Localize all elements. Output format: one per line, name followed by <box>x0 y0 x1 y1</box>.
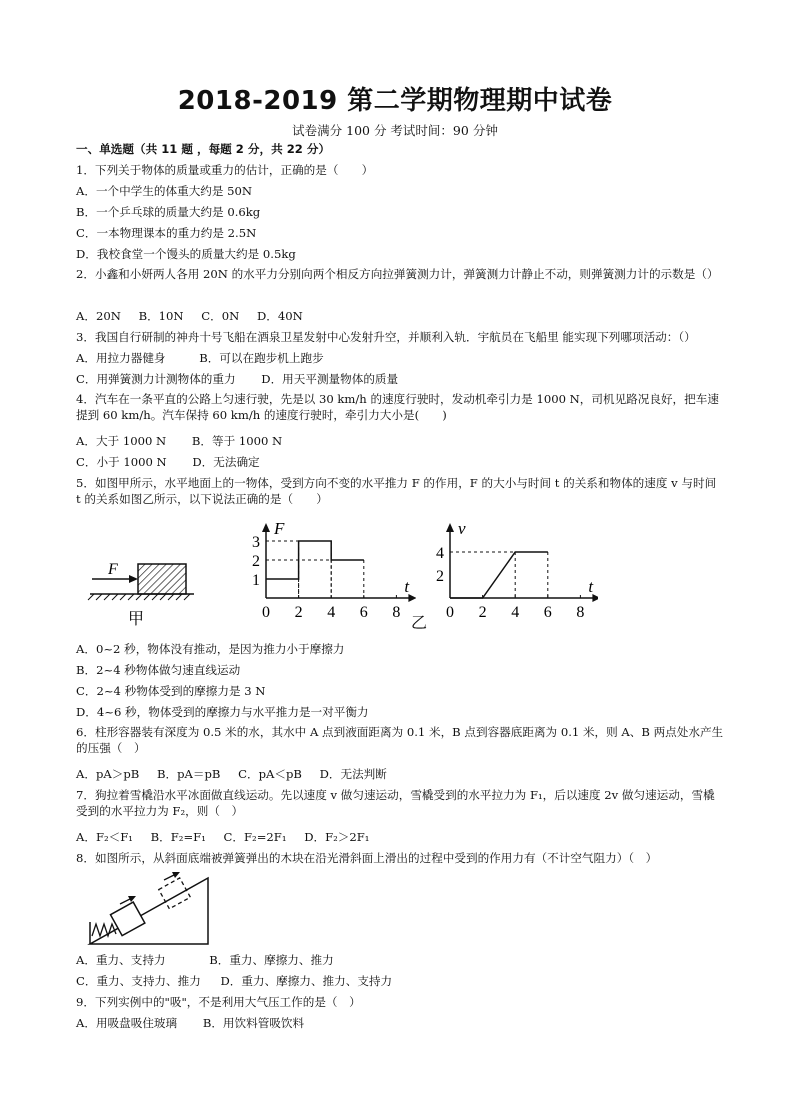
block-shape <box>138 564 186 594</box>
question-7-options <box>76 829 726 845</box>
question-4-options-cd <box>76 454 726 470</box>
y-tick-label: 3 <box>252 534 260 551</box>
x-axis-arrow <box>408 594 416 602</box>
x-tick-label: 2 <box>294 604 303 618</box>
series-line <box>450 552 548 598</box>
figure-yi-label: 乙 <box>411 613 428 632</box>
question-1-stem: 1．下列关于物体的质量或重力的估计，正确的是（ ） <box>76 163 374 177</box>
question-3-options-cd <box>76 371 726 387</box>
x-tick-label: 6 <box>359 604 368 618</box>
y-axis-label: v <box>458 519 466 538</box>
question-2-option-c: C．0N <box>201 309 240 323</box>
page-title: 2018-2019 第二学期物理期中试卷 <box>177 86 613 116</box>
question-2-option-a: A．20N <box>76 309 121 323</box>
incline-spring-diagram <box>86 866 216 948</box>
question-1-option-b: B．一个乒乓球的质量大约是 0.6kg <box>76 205 261 219</box>
question-5-option-a: A．0~2 秒，物体没有推动，是因为推力小于摩擦力 <box>76 642 345 656</box>
y-tick-label: 1 <box>252 572 260 589</box>
question-4-stem: 4．汽车在一条平直的公路上匀速行驶，先是以 30 km/h 的速度行驶时，发动机牵引力是 1000 N，司机见路况良好，把车速提到 60 km/h。汽车保持 60 km/h 的速度行驶时，牵引力大小是( ) <box>76 392 719 422</box>
velocity-time-axes <box>436 519 598 618</box>
question-5-option-b: B．2~4 秒物体做匀速直线运动 <box>76 663 241 677</box>
question-8-option-c: C．重力、支持力、推力 <box>76 974 201 988</box>
question-7-option-b: B．F₂=F₁ <box>150 830 206 844</box>
y-tick-label: 4 <box>436 545 444 562</box>
question-2-option-b: B．10N <box>138 309 184 323</box>
exam-info: 试卷满分 100 分 考试时间：90 分钟 <box>292 123 498 138</box>
question-8-options-cd <box>76 973 726 989</box>
question-9-stem: 9．下列实例中的"吸"，不是利用大气压工作的是（ ） <box>76 995 361 1009</box>
question-6-option-d: D．无法判断 <box>319 767 387 781</box>
question-3-option-c: C．用弹簧测力计测物体的重力 <box>76 372 236 386</box>
block-dashed-position <box>159 878 191 909</box>
spring-shape <box>92 924 116 936</box>
x-tick-label: 6 <box>543 604 552 618</box>
y-axis-label: F <box>274 519 285 538</box>
y-tick-label: 2 <box>436 568 444 585</box>
question-8-stem: 8．如图所示，从斜面底端被弹簧弹出的木块在沿光滑斜面上滑出的过程中受到的作用力有（不计空气阻力）（ ） <box>76 851 658 865</box>
force-time-chart <box>246 518 416 618</box>
figure-jia-block-diagram <box>86 552 196 632</box>
question-4-option-b: B．等于 1000 N <box>191 434 283 448</box>
question-3-stem: 3．我国自行研制的神舟十号飞船在酒泉卫星发射中心发射升空，并顺利入轨．宇航员在飞船里 能实现下列哪项活动：（） <box>76 330 696 344</box>
question-7-option-d: D．F₂＞2F₁ <box>304 830 370 844</box>
question-7-stem: 7．狗拉着雪橇沿水平冰面做直线运动。先以速度 v 做匀速运动，雪橇受到的水平拉力为 F₁，后以速度 2v 做匀速运动，雪橇受到的水平拉力为 F₂，则（ ） <box>76 788 715 818</box>
question-6-stem: 6．柱形容器装有深度为 0.5 米的水，其水中 A 点到液面距离为 0.1 米，B 点到容器底距离为 0.1 米，则 A、B 两点处水产生的压强（ ） <box>76 725 724 755</box>
x-tick-label: 0 <box>262 604 270 618</box>
question-4-option-a: A．大于 1000 N <box>76 434 167 448</box>
x-tick-label: 4 <box>511 604 520 618</box>
question-8-option-d: D．重力、摩擦力、推力、支持力 <box>220 974 393 988</box>
question-3-options-ab <box>76 350 726 366</box>
y-tick-label: 2 <box>252 553 260 570</box>
question-7-option-a: A．F₂＜F₁ <box>76 830 133 844</box>
question-8-options-ab <box>76 952 726 968</box>
velocity-time-marks <box>450 552 548 598</box>
question-4-options-ab <box>76 433 726 449</box>
force-time-marks <box>266 541 364 598</box>
question-4-option-d: D．无法确定 <box>192 455 260 469</box>
figure-jia-label: 甲 <box>128 611 145 628</box>
force-label: F <box>108 561 118 578</box>
question-9-option-b: B．用饮料管吸饮料 <box>202 1016 305 1030</box>
x-axis-label: t <box>588 577 594 596</box>
question-2-option-d: D．40N <box>256 309 303 323</box>
question-5-stem: 5．如图甲所示，水平地面上的一物体，受到方向不变的水平推力 F 的作用，F 的大小与时间 t 的关系和物体的速度 v 与时间 t 的关系如图乙所示，以下说法正确的是（ ） <box>76 476 717 506</box>
question-6-options <box>76 766 726 782</box>
question-6-option-a: A．pA＞pB <box>76 767 140 781</box>
question-1-option-a: A．一个中学生的体重大约是 50N <box>76 184 253 198</box>
question-8-option-a: A．重力、支持力 <box>76 953 166 967</box>
question-1-option-d: D．我校食堂一个馒头的质量大约是 0.5kg <box>76 247 296 261</box>
y-axis-arrow <box>262 523 270 532</box>
question-6-option-c: C．pA＜pB <box>238 767 302 781</box>
question-3-option-b: B．可以在跑步机上跑步 <box>199 351 324 365</box>
question-4-option-c: C．小于 1000 N <box>76 455 167 469</box>
ground-hatch <box>88 594 190 600</box>
x-axis-arrow <box>592 594 598 602</box>
x-tick-label: 8 <box>576 604 585 618</box>
force-arrow-head <box>129 575 138 583</box>
question-3-option-d: D．用天平测量物体的质量 <box>261 372 399 386</box>
x-tick-label: 8 <box>392 604 401 618</box>
block-on-incline <box>110 902 144 936</box>
question-2-stem: 2．小鑫和小妍两人各用 20N 的水平力分别向两个相反方向拉弹簧测力计，弹簧测力计静止不动，则弹簧测力计的示数是（） <box>76 267 719 281</box>
question-6-option-b: B．pA＝pB <box>156 767 221 781</box>
question-5-option-c: C．2~4 秒物体受到的摩擦力是 3 N <box>76 684 266 698</box>
force-time-axes <box>252 519 416 618</box>
question-7-option-c: C．F₂=2F₁ <box>223 830 287 844</box>
question-2-options <box>76 308 726 324</box>
x-tick-label: 4 <box>327 604 336 618</box>
question-3-option-a: A．用拉力器健身 <box>76 351 166 365</box>
question-9-options <box>76 1015 726 1031</box>
y-axis-arrow <box>446 523 454 532</box>
question-5-option-d: D．4~6 秒，物体受到的摩擦力与水平推力是一对平衡力 <box>76 705 369 719</box>
x-axis-label: t <box>404 577 410 596</box>
question-8-option-b: B．重力、摩擦力、推力 <box>209 953 334 967</box>
velocity-time-chart <box>418 518 598 618</box>
x-tick-label: 0 <box>446 604 454 618</box>
section-heading: 一、单选题（共 11 题 ，每题 2 分，共 22 分） <box>76 142 331 156</box>
x-tick-label: 2 <box>478 604 487 618</box>
question-9-option-a: A．用吸盘吸住玻璃 <box>76 1016 178 1030</box>
question-1-option-c: C．一本物理课本的重力约是 2.5N <box>76 226 257 240</box>
